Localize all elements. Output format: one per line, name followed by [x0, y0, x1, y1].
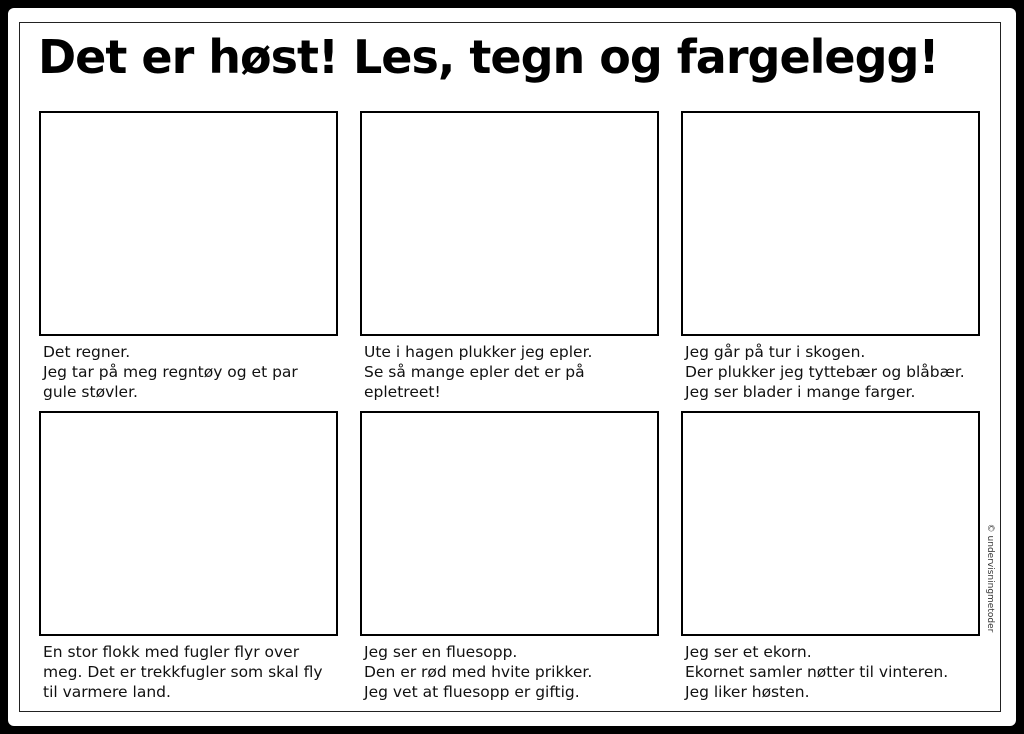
caption-line: Jeg går på tur i skogen.: [685, 343, 866, 361]
panel-4: [39, 411, 338, 702]
drawing-box[interactable]: [681, 111, 980, 336]
panel-1: [39, 111, 338, 402]
caption-line: Ekornet samler nøtter til vinteren.: [685, 663, 949, 681]
caption-line: En stor flokk med fugler flyr over: [43, 643, 300, 661]
panel-5: [360, 411, 659, 702]
caption-line: Det regner.: [43, 343, 131, 361]
panel-6: [681, 411, 980, 702]
copyright-text: © undervisningmetoder: [985, 523, 995, 633]
panel-3: [681, 111, 980, 402]
caption-line: Jeg ser et ekorn.: [685, 643, 812, 661]
caption-line: Jeg ser en fluesopp.: [364, 643, 518, 661]
caption-line: Jeg vet at fluesopp er giftig.: [364, 683, 580, 701]
panel-caption: [681, 342, 980, 402]
caption-line: epletreet!: [364, 383, 441, 401]
caption-line: Jeg liker høsten.: [685, 683, 810, 701]
panel-caption: [360, 642, 659, 702]
caption-line: meg. Det er trekkfugler som skal fly: [43, 663, 323, 681]
caption-line: gule støvler.: [43, 383, 138, 401]
caption-line: Ute i hagen plukker jeg epler.: [364, 343, 593, 361]
drawing-box[interactable]: [360, 411, 659, 636]
panel-2: [360, 111, 659, 402]
caption-line: Jeg ser blader i mange farger.: [685, 383, 916, 401]
panel-caption: [39, 342, 338, 402]
caption-line: Den er rød med hvite prikker.: [364, 663, 593, 681]
caption-line: til varmere land.: [43, 683, 171, 701]
caption-line: Jeg tar på meg regntøy og et par: [43, 363, 298, 381]
panel-caption: [39, 642, 338, 702]
drawing-box[interactable]: [360, 111, 659, 336]
panel-caption: [360, 342, 659, 402]
worksheet-title: Det er høst! Les, tegn og fargelegg!: [38, 30, 939, 84]
caption-line: Der plukker jeg tyttebær og blåbær.: [685, 363, 965, 381]
caption-line: Se så mange epler det er på: [364, 363, 585, 381]
panel-caption: [681, 642, 980, 702]
drawing-box[interactable]: [681, 411, 980, 636]
drawing-box[interactable]: [39, 411, 338, 636]
drawing-box[interactable]: [39, 111, 338, 336]
